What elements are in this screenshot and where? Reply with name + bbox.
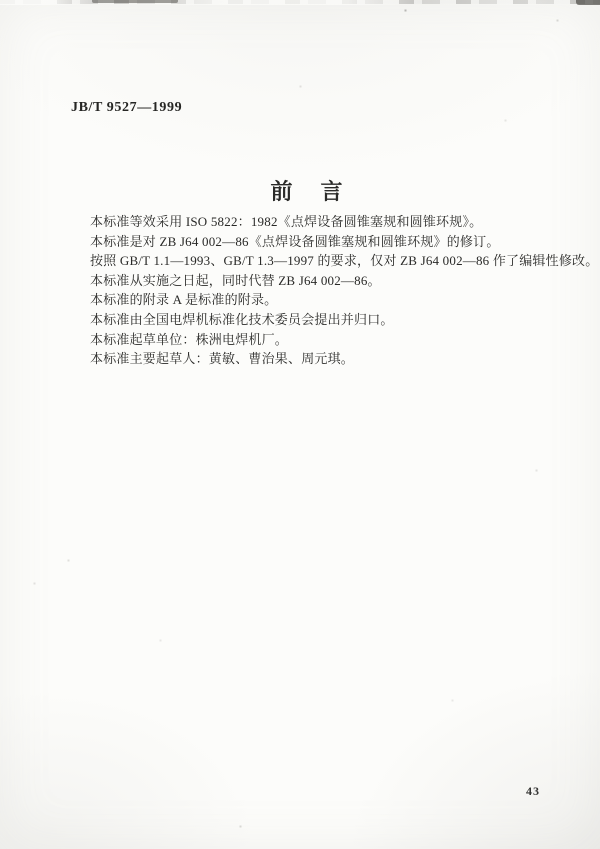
scan-top-dark-mark bbox=[92, 0, 178, 3]
scan-speckles bbox=[0, 0, 1, 1]
standard-code: JB/T 9527—1999 bbox=[71, 100, 183, 115]
foreword-paragraph: 本标准起草单位：株洲电焊机厂。 bbox=[90, 331, 289, 347]
foreword-body bbox=[90, 212, 599, 369]
foreword-paragraph: 本标准的附录 A 是标准的附录。 bbox=[90, 292, 278, 308]
foreword-paragraph: 本标准等效采用 ISO 5822：1982《点焊设备圆锥塞规和圆锥环规》。 bbox=[90, 214, 483, 229]
foreword-paragraph: 本标准是对 ZB J64 002—86《点焊设备圆锥塞规和圆锥环规》的修订。 bbox=[90, 233, 500, 249]
foreword-paragraph: 本标准从实施之日起，同时代替 ZB J64 002—86。 bbox=[90, 272, 381, 288]
foreword-paragraph: 按照 GB/T 1.1—1993、GB/T 1.3—1997 的要求，仅对 ZB J64 002—86 作了编辑性修改。 bbox=[90, 253, 599, 269]
foreword-paragraph: 本标准主要起草人：黄敏、曹治果、周元琪。 bbox=[90, 351, 355, 367]
page-number: 43 bbox=[526, 784, 540, 798]
foreword-title: 前 言 bbox=[270, 179, 346, 204]
foreword-paragraph: 本标准由全国电焊机标准化技术委员会提出并归口。 bbox=[90, 311, 394, 327]
scan-top-corner-mark bbox=[576, 0, 600, 5]
scan-top-edge-fade bbox=[0, 0, 600, 5]
